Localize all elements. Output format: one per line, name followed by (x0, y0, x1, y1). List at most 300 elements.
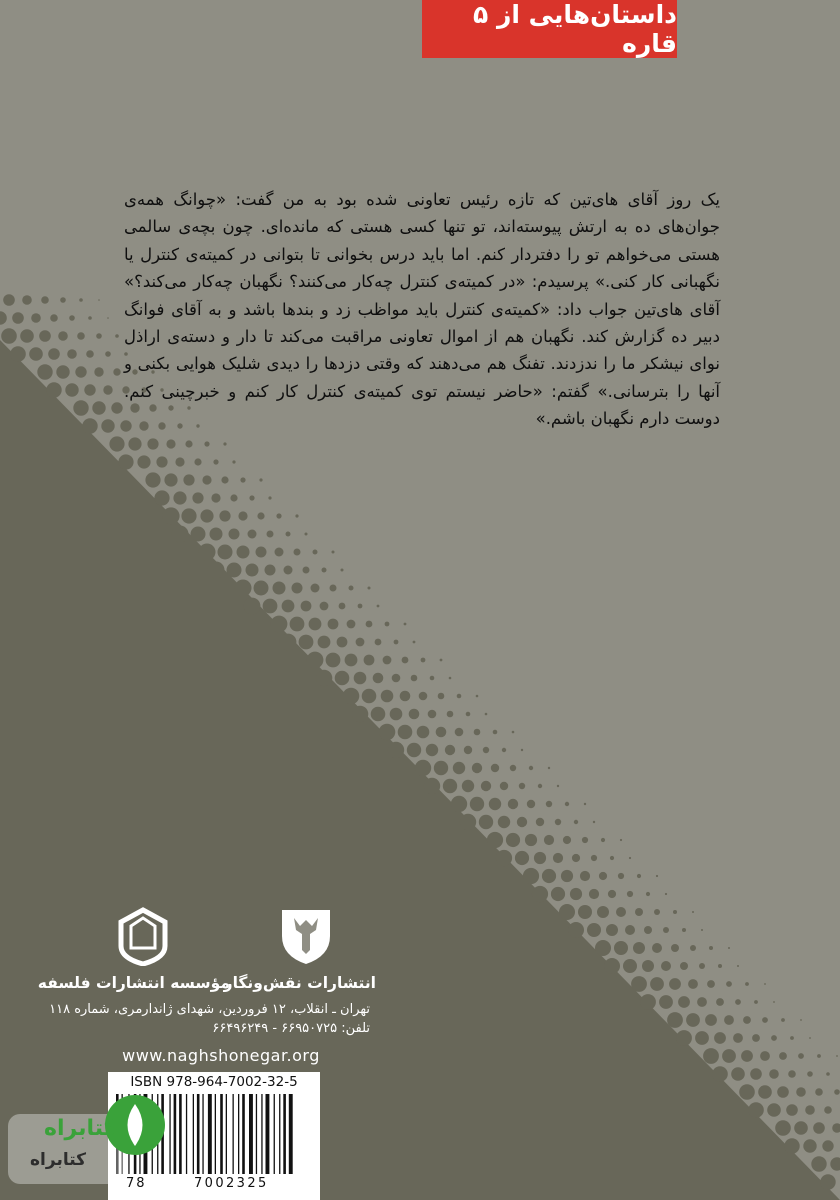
halftone-dot (654, 909, 660, 915)
halftone-dot (722, 1049, 736, 1063)
halftone-dot (665, 893, 667, 895)
halftone-dot (690, 945, 696, 951)
halftone-dot (413, 641, 416, 644)
halftone-dot (75, 366, 86, 377)
halftone-dot (358, 604, 363, 609)
halftone-dot (436, 727, 447, 738)
barcode-bar (274, 1094, 275, 1174)
halftone-dot (162, 507, 179, 524)
halftone-dot (515, 851, 529, 865)
halftone-dot (534, 852, 546, 864)
halftone-dot (593, 821, 595, 823)
halftone-dot (443, 779, 457, 793)
halftone-dot (580, 871, 590, 881)
halftone-dot (574, 820, 578, 824)
halftone-dot (769, 1069, 779, 1079)
halftone-dot (275, 548, 284, 557)
halftone-dot (546, 801, 552, 807)
halftone-dot (457, 694, 462, 699)
halftone-dot (525, 834, 537, 846)
halftone-dot (565, 802, 569, 806)
halftone-dot (237, 546, 250, 559)
halftone-dot (137, 455, 150, 468)
halftone-dot (714, 1032, 726, 1044)
barcode-bar (197, 1094, 200, 1174)
halftone-dot (529, 766, 533, 770)
halftone-dot (402, 657, 409, 664)
halftone-dot (453, 762, 465, 774)
publisher-name: انتشارات نقش‌ونگار (223, 974, 376, 992)
halftone-dot (656, 875, 658, 877)
halftone-dot (466, 712, 471, 717)
halftone-dot (599, 872, 607, 880)
halftone-dot (263, 599, 278, 614)
halftone-dot (20, 329, 34, 343)
halftone-dot (407, 743, 421, 757)
halftone-dot (519, 783, 525, 789)
halftone-dot (440, 659, 443, 662)
halftone-dot (479, 815, 493, 829)
halftone-dot (595, 940, 611, 956)
halftone-dot (555, 819, 561, 825)
halftone-dot (447, 711, 454, 718)
halftone-dot (166, 439, 175, 448)
halftone-dot (676, 1030, 692, 1046)
halftone-dot (485, 713, 488, 716)
halftone-dot (364, 655, 375, 666)
halftone-dot (809, 1037, 811, 1039)
halftone-dot (584, 803, 586, 805)
halftone-dot (22, 295, 32, 305)
halftone-dot (739, 1084, 755, 1100)
halftone-dot (472, 763, 482, 773)
halftone-dot (326, 653, 341, 668)
halftone-dot (493, 730, 498, 735)
halftone-dot (627, 891, 633, 897)
halftone-dot (417, 726, 430, 739)
halftone-dot (265, 565, 276, 576)
halftone-dot (508, 799, 518, 809)
barcode-bar (238, 1094, 239, 1174)
halftone-dot (620, 839, 622, 841)
halftone-dot (92, 401, 105, 414)
barcode-bar (283, 1094, 286, 1174)
halftone-dot (688, 979, 698, 989)
halftone-dot (249, 495, 254, 500)
halftone-dot (629, 857, 631, 859)
halftone-dot (800, 1019, 802, 1021)
halftone-dot (728, 947, 730, 949)
halftone-dot (712, 1066, 728, 1082)
ketabrah-watermark (8, 1088, 138, 1188)
halftone-dot (623, 959, 637, 973)
halftone-dot (232, 460, 235, 463)
halftone-dot (798, 1053, 804, 1059)
halftone-dot (48, 348, 60, 360)
barcode-bar (179, 1094, 182, 1174)
halftone-dot (356, 638, 365, 647)
barcode-bar (256, 1094, 257, 1174)
halftone-dot (221, 476, 228, 483)
halftone-dot (451, 796, 467, 812)
halftone-dot (680, 962, 688, 970)
halftone-dot (610, 856, 614, 860)
halftone-dot (96, 333, 102, 339)
halftone-dot (316, 670, 333, 687)
halftone-dot (1, 328, 17, 344)
halftone-dot (491, 764, 499, 772)
halftone-dot (69, 315, 75, 321)
halftone-dot (328, 619, 339, 630)
halftone-dot (173, 491, 186, 504)
halftone-dot (532, 886, 548, 902)
halftone-dot (419, 692, 428, 701)
halftone-dot (671, 944, 679, 952)
halftone-dot (820, 1174, 835, 1189)
barcode-bar (215, 1094, 216, 1174)
halftone-dot (686, 1013, 700, 1027)
halftone-dot (385, 622, 390, 627)
halftone-dot (313, 550, 318, 555)
halftone-dot (661, 961, 671, 971)
halftone-dot (362, 689, 377, 704)
halftone-dot (67, 349, 77, 359)
halftone-dot (394, 640, 399, 645)
halftone-dot (510, 765, 516, 771)
halftone-dot (669, 978, 681, 990)
halftone-dot (10, 346, 26, 362)
halftone-dot (320, 602, 329, 611)
barcode-bar (242, 1094, 245, 1174)
halftone-dot (745, 982, 749, 986)
publisher-name: مؤسسه انتشارات فلسفه (37, 974, 230, 992)
halftone-dot (455, 728, 464, 737)
halftone-dot (834, 1089, 840, 1095)
halftone-dot (449, 677, 452, 680)
halftone-dot (646, 892, 650, 896)
halftone-dot (267, 531, 274, 538)
halftone-dot (779, 1052, 787, 1060)
halftone-dot (582, 837, 588, 843)
halftone-dot (673, 910, 677, 914)
halftone-dot (84, 384, 95, 395)
halftone-dot (218, 545, 233, 560)
barcode-bar (289, 1094, 293, 1174)
halftone-dot (282, 600, 295, 613)
halftone-dot (705, 1014, 717, 1026)
halftone-dot (65, 383, 78, 396)
halftone-dot (366, 621, 373, 628)
halftone-dot (79, 298, 83, 302)
halftone-dot (303, 567, 310, 574)
halftone-dot (368, 587, 371, 590)
halftone-dot (635, 908, 643, 916)
halftone-dot (191, 527, 206, 542)
halftone-dot (210, 528, 223, 541)
halftone-dot (794, 1121, 808, 1135)
halftone-dot (183, 474, 194, 485)
barcode-bar (174, 1094, 177, 1174)
halftone-dot (381, 690, 394, 703)
halftone-dot (58, 331, 68, 341)
barcode-bar (193, 1094, 194, 1174)
halftone-dot (276, 513, 281, 518)
halftone-dot (701, 929, 703, 931)
halftone-dot (309, 618, 322, 631)
halftone-dot (733, 1033, 743, 1043)
halftone-dot (606, 924, 618, 936)
halftone-dot (527, 800, 535, 808)
halftone-dot (305, 533, 308, 536)
halftone-dot (115, 334, 119, 338)
halftone-dot (517, 817, 527, 827)
halftone-dot (743, 1016, 751, 1024)
halftone-dot (154, 490, 169, 505)
watermark-text-sub: کتابراه (30, 1150, 87, 1170)
halftone-dot (822, 1140, 833, 1151)
barcode-bar (261, 1094, 262, 1174)
publisher-phone: تلفن: ۶۶۹۵۰۷۲۵ - ۶۶۴۹۶۲۴۹ (212, 1021, 370, 1036)
halftone-dot (536, 818, 544, 826)
ean-digits-lead: 78 (126, 1176, 147, 1191)
halftone-dot (561, 870, 573, 882)
halftone-dot (73, 400, 88, 415)
halftone-dot (570, 888, 582, 900)
halftone-dot (105, 351, 111, 357)
halftone-dot (760, 1051, 770, 1061)
halftone-dot (773, 1001, 775, 1003)
halftone-dot (273, 582, 286, 595)
halftone-dot (145, 472, 160, 487)
halftone-dot (631, 976, 647, 992)
watermark-text-main: کتابراه (44, 1116, 117, 1141)
halftone-dot (208, 562, 225, 579)
halftone-dot (82, 418, 97, 433)
halftone-dot (383, 656, 392, 665)
barcode-bar (202, 1094, 203, 1174)
publisher-falsafeh (37, 906, 230, 992)
halftone-dot (817, 1054, 821, 1058)
halftone-dot (256, 547, 267, 558)
halftone-dot (764, 983, 766, 985)
halftone-dot (373, 673, 384, 684)
halftone-dot (597, 906, 609, 918)
halftone-dot (498, 816, 510, 828)
halftone-dot (295, 514, 298, 517)
barcode-bar (279, 1094, 280, 1174)
halftone-dot (811, 1156, 826, 1171)
halftone-dot (39, 330, 51, 342)
halftone-dot (286, 532, 291, 537)
halftone-dot (682, 928, 686, 932)
halftone-dot (726, 981, 732, 987)
halftone-dot (421, 658, 426, 663)
halftone-dot (377, 605, 380, 608)
halftone-dot (784, 1138, 799, 1153)
halftone-dot (434, 761, 448, 775)
series-title: داستان‌هایی از ۵ قاره (473, 0, 677, 58)
halftone-dot (292, 583, 303, 594)
halftone-dot (107, 317, 109, 319)
halftone-dot (284, 566, 293, 575)
barcode-bar (226, 1094, 227, 1174)
halftone-dot (464, 746, 472, 754)
halftone-dot (103, 385, 112, 394)
halftone-dot (563, 836, 571, 844)
halftone-dot (506, 833, 520, 847)
halftone-dot (318, 636, 331, 649)
halftone-dot (235, 580, 252, 597)
halftone-dot (223, 442, 226, 445)
halftone-dot (813, 1122, 825, 1134)
halftone-dot (608, 890, 616, 898)
halftone-dot (349, 586, 354, 591)
halftone-dot (775, 1120, 791, 1136)
halftone-dot (462, 780, 474, 792)
halftone-dot (483, 747, 489, 753)
halftone-dot (650, 977, 664, 991)
halftone-dot (642, 960, 654, 972)
halftone-dot (392, 674, 401, 683)
halftone-dot (707, 980, 715, 988)
halftone-dot (737, 965, 739, 967)
halftone-dot (430, 676, 435, 681)
halftone-dot (375, 639, 382, 646)
halftone-dot (748, 1102, 764, 1118)
halftone-dot (489, 798, 501, 810)
halftone-dot (502, 748, 506, 752)
halftone-dot (400, 691, 411, 702)
halftone-dot (803, 1139, 816, 1152)
halftone-dot (294, 549, 301, 556)
halftone-dot (815, 1088, 823, 1096)
halftone-dot (591, 855, 597, 861)
halftone-dot (578, 905, 592, 919)
halftone-dot (659, 995, 673, 1009)
halftone-dot (752, 1034, 760, 1042)
halftone-dot (229, 529, 240, 540)
halftone-dot (637, 874, 641, 878)
halftone-dot (474, 729, 481, 736)
halftone-dot (56, 365, 69, 378)
halftone-dot (709, 946, 713, 950)
house-shield-icon (117, 906, 169, 966)
halftone-dot (790, 1036, 794, 1040)
halftone-dot (345, 654, 358, 667)
deer-shield-icon (278, 906, 334, 966)
halftone-dot (697, 997, 707, 1007)
halftone-dot (192, 492, 203, 503)
halftone-dot (644, 926, 652, 934)
publisher-address: تهران ـ انقلاب، ۱۲ فروردین، شهدای ژاندارمری، شماره ۱۱۸ (49, 1002, 370, 1017)
halftone-dot (164, 473, 177, 486)
halftone-dot (271, 616, 288, 633)
halftone-dot (667, 1012, 683, 1028)
halftone-dot (371, 707, 386, 722)
halftone-dot (211, 493, 220, 502)
halftone-dot (771, 1035, 777, 1041)
halftone-dot (551, 887, 565, 901)
halftone-dot (50, 314, 58, 322)
halftone-dot (601, 838, 605, 842)
halftone-dot (299, 635, 314, 650)
halftone-dot (404, 623, 407, 626)
halftone-dot (663, 927, 669, 933)
halftone-dot (604, 958, 620, 974)
halftone-dot (219, 510, 230, 521)
halftone-dot (109, 436, 124, 451)
halftone-dot (411, 675, 418, 682)
halftone-dot (388, 742, 404, 758)
halftone-dot (807, 1071, 813, 1077)
halftone-dot (781, 1018, 785, 1022)
halftone-dot (724, 1015, 734, 1025)
halftone-dot (199, 544, 216, 561)
halftone-dot (559, 904, 575, 920)
publisher-naghshonegar (223, 906, 376, 992)
halftone-dot (337, 637, 348, 648)
halftone-dot (194, 458, 201, 465)
halftone-dot (339, 603, 346, 610)
halftone-dot (280, 634, 297, 651)
halftone-dot (301, 601, 312, 612)
halftone-dot (568, 922, 584, 938)
halftone-dot (398, 725, 413, 740)
barcode-bar (208, 1094, 212, 1174)
halftone-dot (616, 907, 626, 917)
halftone-dot (41, 296, 49, 304)
halftone-dot (424, 778, 440, 794)
halftone-dot (496, 850, 512, 866)
halftone-dot (557, 785, 559, 787)
halftone-dot (470, 797, 484, 811)
halftone-dot (572, 854, 580, 862)
halftone-dot (254, 581, 269, 596)
halftone-dot (175, 457, 184, 466)
halftone-dot (548, 767, 550, 769)
halftone-dot (716, 998, 724, 1006)
halftone-dot (521, 749, 523, 751)
halftone-dot (181, 508, 196, 523)
halftone-dot (735, 999, 741, 1005)
halftone-dot (248, 530, 257, 539)
halftone-dot (415, 760, 431, 776)
halftone-dot (553, 853, 563, 863)
halftone-dot (311, 584, 320, 593)
halftone-dot (202, 475, 211, 484)
halftone-dot (259, 478, 262, 481)
halftone-dot (213, 459, 218, 464)
barcode-bar (186, 1094, 187, 1174)
halftone-dot (322, 568, 327, 573)
halftone-dot (332, 551, 335, 554)
barcode-bar (220, 1094, 223, 1174)
halftone-dot (98, 299, 100, 301)
halftone-dot (614, 941, 628, 955)
publisher-website: www.naghshonegar.org (122, 1046, 320, 1065)
halftone-dot (767, 1103, 781, 1117)
halftone-dot (347, 620, 356, 629)
barcode-bar (169, 1094, 170, 1174)
halftone-dot (718, 964, 722, 968)
halftone-dot (268, 496, 271, 499)
halftone-dot (111, 402, 122, 413)
halftone-dot (185, 440, 192, 447)
halftone-dot (230, 494, 237, 501)
halftone-dot (481, 781, 491, 791)
isbn-number: ISBN 978-964-7002-32-5 (130, 1074, 298, 1090)
halftone-dot (379, 724, 396, 741)
